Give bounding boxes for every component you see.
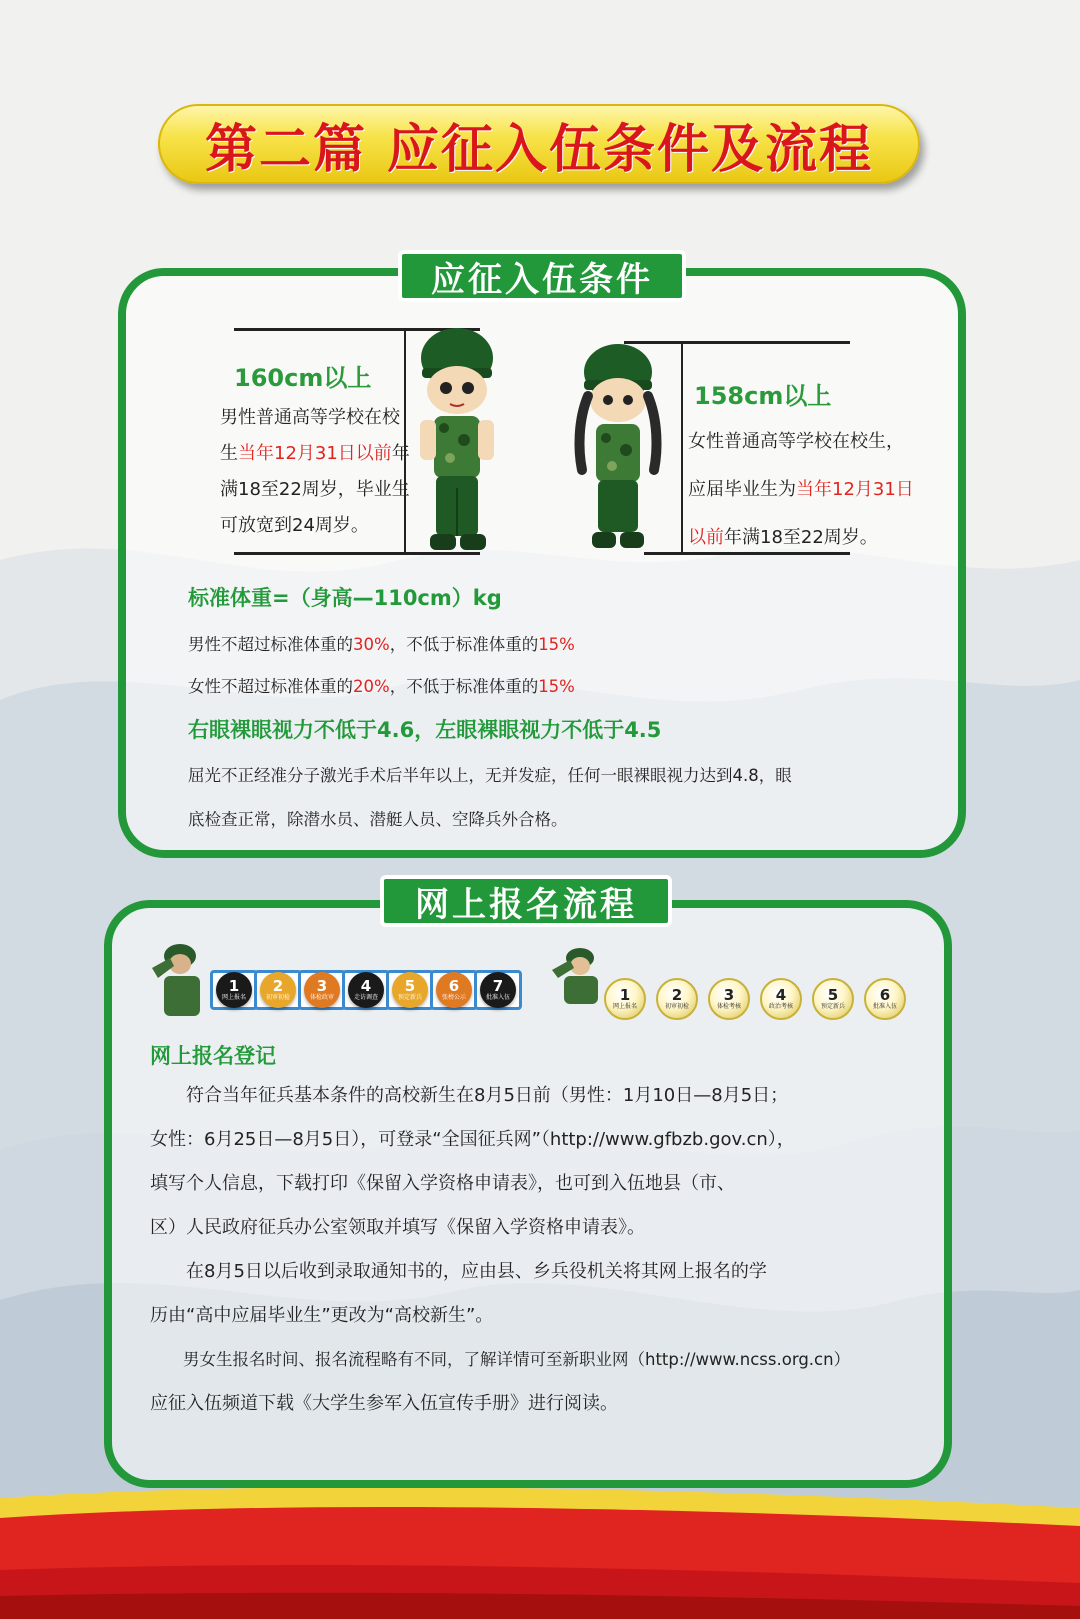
step-number: 3: [316, 977, 328, 995]
step-number: 4: [775, 986, 787, 1004]
text-segment: 女性普通高等学校在校生，: [688, 431, 904, 452]
highlight-text: 以前: [688, 527, 724, 548]
right-process-steps: [604, 978, 916, 1020]
female-requirement-text: [688, 418, 938, 562]
text-segment: 满18至22周岁，毕业生: [220, 479, 410, 500]
step-label: 初审初检: [265, 994, 290, 1001]
step-label: 网上报名: [612, 1003, 637, 1010]
vision-heading: 右眼裸眼视力不低于4.6，左眼裸眼视力不低于4.5: [188, 718, 662, 742]
text-segment: 可放宽到24周岁。: [220, 515, 369, 536]
text-line: [220, 472, 410, 508]
saluting-soldier-icon: [146, 938, 210, 1016]
highlight-text: 30%: [353, 635, 390, 654]
text-line: [688, 514, 938, 562]
step-label: 体检考核: [716, 1003, 741, 1010]
registration-paragraphs: [150, 1074, 930, 1426]
paragraph-line: 历由“高中应届毕业生”更改为“高校新生”。: [150, 1305, 494, 1326]
vision-line: 屈光不正经准分子激光手术后半年以上，无并发症，任何一眼裸眼视力达到4.8，眼: [188, 766, 792, 785]
process-step: [812, 978, 854, 1020]
conditions-tab: 应征入伍条件: [398, 250, 686, 302]
step-label: 走访调查: [353, 994, 378, 1001]
step-number: 1: [619, 986, 631, 1004]
highlight-text: 当年12月31日以前: [238, 443, 392, 464]
step-label: 批准入伍: [872, 1003, 897, 1010]
step-label: 预定新兵: [397, 994, 422, 1001]
text-line: [188, 666, 575, 708]
process-step: [210, 970, 258, 1010]
left-process-steps: [210, 970, 518, 1010]
text-line: [220, 400, 410, 436]
paragraph-line: 符合当年征兵基本条件的高校新生在8月5日前（男性：1月10日—8月5日；: [150, 1085, 789, 1106]
step-number: 3: [723, 986, 735, 1004]
paragraph-line: 区）人民政府征兵办公室领取并填写《保留入学资格申请表》。: [150, 1217, 645, 1238]
step-number-badge: [216, 972, 252, 1008]
female-soldier-figure: [570, 340, 666, 554]
step-number-badge: [480, 972, 516, 1008]
process-step: [864, 978, 906, 1020]
text-line: [220, 436, 410, 472]
step-number: 4: [360, 977, 372, 995]
female-saluting-soldier-icon: [548, 944, 608, 1004]
paragraph-line: 填写个人信息，下载打印《保留入学资格申请表》，也可到入伍地县（市、: [150, 1173, 735, 1194]
text-segment: 应届毕业生为: [688, 479, 796, 500]
step-number-badge: [260, 972, 296, 1008]
text-line: [220, 508, 410, 544]
text-line: [688, 418, 938, 466]
step-label: 张榜公示: [441, 994, 466, 1001]
process-step: [254, 970, 302, 1010]
step-label: 预定新兵: [820, 1003, 845, 1010]
vision-line: 底检查正常，除潜水员、潜艇人员、空降兵外合格。: [188, 810, 568, 829]
text-segment: 男性普通高等学校在校: [220, 407, 400, 428]
step-number: 5: [404, 977, 416, 995]
page-title-banner: [158, 104, 920, 184]
process-step: [298, 970, 346, 1010]
step-number-badge: [304, 972, 340, 1008]
step-label: 初审初检: [664, 1003, 689, 1010]
online-registration-tab: 网上报名流程: [380, 875, 672, 927]
step-label: 批准入伍: [485, 994, 510, 1001]
paragraph-line: 男女生报名时间、报名流程略有不同，了解详情可至新职业网（http://www.ncss.org.cn）: [150, 1350, 851, 1369]
step-label: 体检政审: [309, 994, 334, 1001]
paragraph-line: 在8月5日以后收到录取通知书的，应由县、乡兵役机关将其网上报名的学: [150, 1261, 767, 1282]
text-segment: 女性不超过标准体重的: [188, 677, 353, 696]
text-line: [688, 466, 938, 514]
step-label: 网上报名: [221, 994, 246, 1001]
bottom-stripes: [0, 1478, 1080, 1619]
paragraph-line: 应征入伍频道下载《大学生参军入伍宣传手册》进行阅读。: [150, 1393, 618, 1414]
process-step: [604, 978, 646, 1020]
step-number: 6: [879, 986, 891, 1004]
text-segment: 年: [391, 443, 410, 464]
step-number: 1: [228, 977, 240, 995]
text-line: [188, 624, 575, 666]
female-vertical-line: [681, 344, 683, 552]
text-segment: ，不低于标准体重的: [389, 635, 539, 654]
process-step: [386, 970, 434, 1010]
page-title: 第二篇 应征入伍条件及流程: [204, 119, 874, 180]
process-step: [474, 970, 522, 1010]
text-segment: 生: [220, 443, 238, 464]
step-number: 2: [272, 977, 284, 995]
highlight-text: 15%: [538, 677, 575, 696]
female-height-label: 158cm以上: [694, 382, 832, 410]
process-step: [656, 978, 698, 1020]
male-height-label: 160cm以上: [234, 364, 372, 392]
process-step: [342, 970, 390, 1010]
step-number: 5: [827, 986, 839, 1004]
highlight-text: 当年12月31日: [796, 479, 914, 500]
text-segment: ，不低于标准体重的: [389, 677, 539, 696]
male-soldier-figure: [412, 328, 502, 554]
step-label: 政治考核: [768, 1003, 793, 1010]
text-segment: 男性不超过标准体重的: [188, 635, 353, 654]
vision-rules: [188, 754, 792, 842]
male-requirement-text: [220, 400, 410, 544]
highlight-text: 15%: [538, 635, 575, 654]
text-segment: 年满18至22周岁。: [724, 527, 878, 548]
step-number-badge: [392, 972, 428, 1008]
standard-weight-heading: 标准体重=（身高—110cm）kg: [188, 586, 502, 610]
step-number-badge: [436, 972, 472, 1008]
process-step: [760, 978, 802, 1020]
step-number: 6: [448, 977, 460, 995]
step-number: 2: [671, 986, 683, 1004]
online-registration-heading: 网上报名登记: [150, 1044, 276, 1068]
highlight-text: 20%: [353, 677, 390, 696]
step-number: 7: [492, 977, 504, 995]
process-step: [708, 978, 750, 1020]
process-step: [430, 970, 478, 1010]
weight-rules: [188, 624, 575, 708]
paragraph-line: 女性：6月25日—8月5日），可登录“全国征兵网”（http://www.gfbzb.gov.cn），: [150, 1129, 795, 1150]
step-number-badge: [348, 972, 384, 1008]
